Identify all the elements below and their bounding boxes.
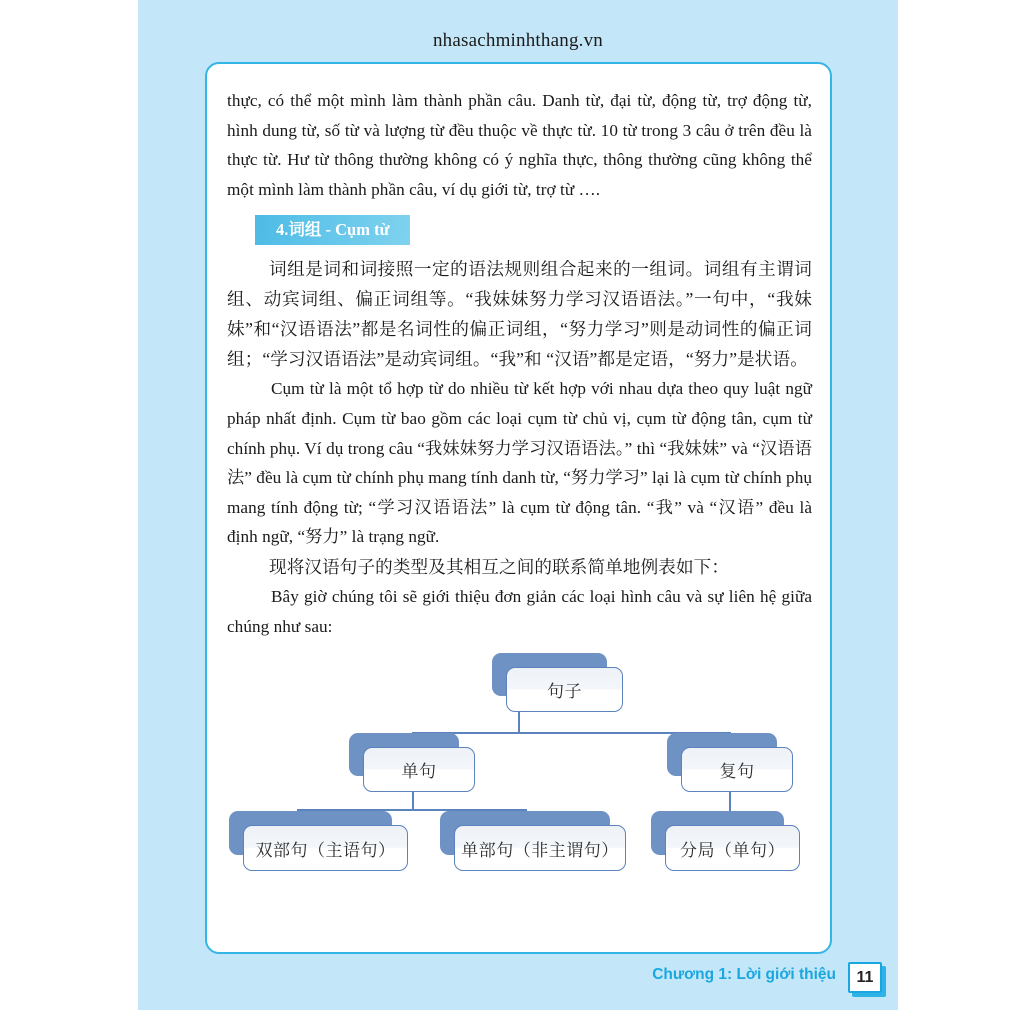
node-danbuju-label: 单部句（非主谓句） [454,825,626,871]
node-shuangbuju-label: 双部句（主语句） [243,825,408,871]
node-fenju-label: 分局（单句） [665,825,800,871]
node-fuju [667,733,777,782]
paragraph-chinese-2: 现将汉语句子的类型及其相互之间的联系简单地例表如下： [269,556,730,577]
page-number-badge [848,962,882,993]
site-watermark: nhasachminhthang.vn [432,30,603,51]
page-footer [0,962,898,1002]
node-root-label: 句子 [506,667,623,712]
node-fuju-label: 复句 [681,747,793,792]
connector-danju-down [412,789,414,809]
node-fenju [651,811,785,860]
paragraph-chinese-1: 词组是词和词接照一定的语法规则组合起来的一组词。词组有主谓词组、动宾词组、偏正词组等。“我妹妹努力学习汉语语法。”一句中，“我妹妹”和“汉语语法”都是名词性的偏正词组，“努力学习”则是动词性的偏正词组；“学习汉语语法”是动宾词组。“我”和 “汉语”都是定语，“努力”是状语。 [227,259,812,370]
node-danju-label: 单句 [363,747,475,792]
content-card [205,62,832,954]
connector-root-down [518,710,520,732]
page-sheet [138,0,898,1010]
node-danju [349,733,459,782]
sentence-type-tree-diagram [227,653,812,888]
paragraph-continuation: thực, có thể một mình làm thành phần câu. Danh từ, đại từ, động từ, trợ động từ, hình dung từ, số từ và lượng từ đều thuộc về thực từ. 10 từ trong 3 câu ở trên đều là thực từ. Hư từ thông thường không có ý nghĩa thực, thông thường cũng không thể một mình làm thành phần câu, ví dụ giới từ, trợ từ …. [227,91,812,199]
node-root [492,653,607,702]
page-number-value: 11 [848,962,882,993]
node-danbuju [440,811,619,860]
footer-chapter-label: Chương 1: Lời giới thiệu [652,966,836,983]
section-heading-pill: 4.词组 - Cụm từ [255,215,410,245]
paragraph-vietnamese-2: Bây giờ chúng tôi sẽ giới thiệu đơn giản các loại hình câu và sự liên hệ giữa chúng như sau: [227,586,812,636]
content-body [227,86,812,888]
section-heading-row [227,215,812,248]
node-shuangbuju [229,811,396,860]
paragraph-vietnamese-1: Cụm từ là một tổ hợp từ do nhiều từ kết hợp với nhau dựa theo quy luật ngữ pháp nhất định. Cụm từ bao gồm các loại cụm từ chủ vị, cụm từ động tân, cụm từ chính phụ. Ví dụ trong câu “我妹妹努力学习汉语语法。” thì “我妹妹” và “汉语语法” đều là cụm từ chính phụ mang tính danh từ, “努力学习” lại là cụm từ chính phụ mang tính động từ; “学习汉语语法” là cụm từ động tân. “我” và “汉语” đều là định ngữ, “努力” là trạng ngữ. [227,379,812,547]
